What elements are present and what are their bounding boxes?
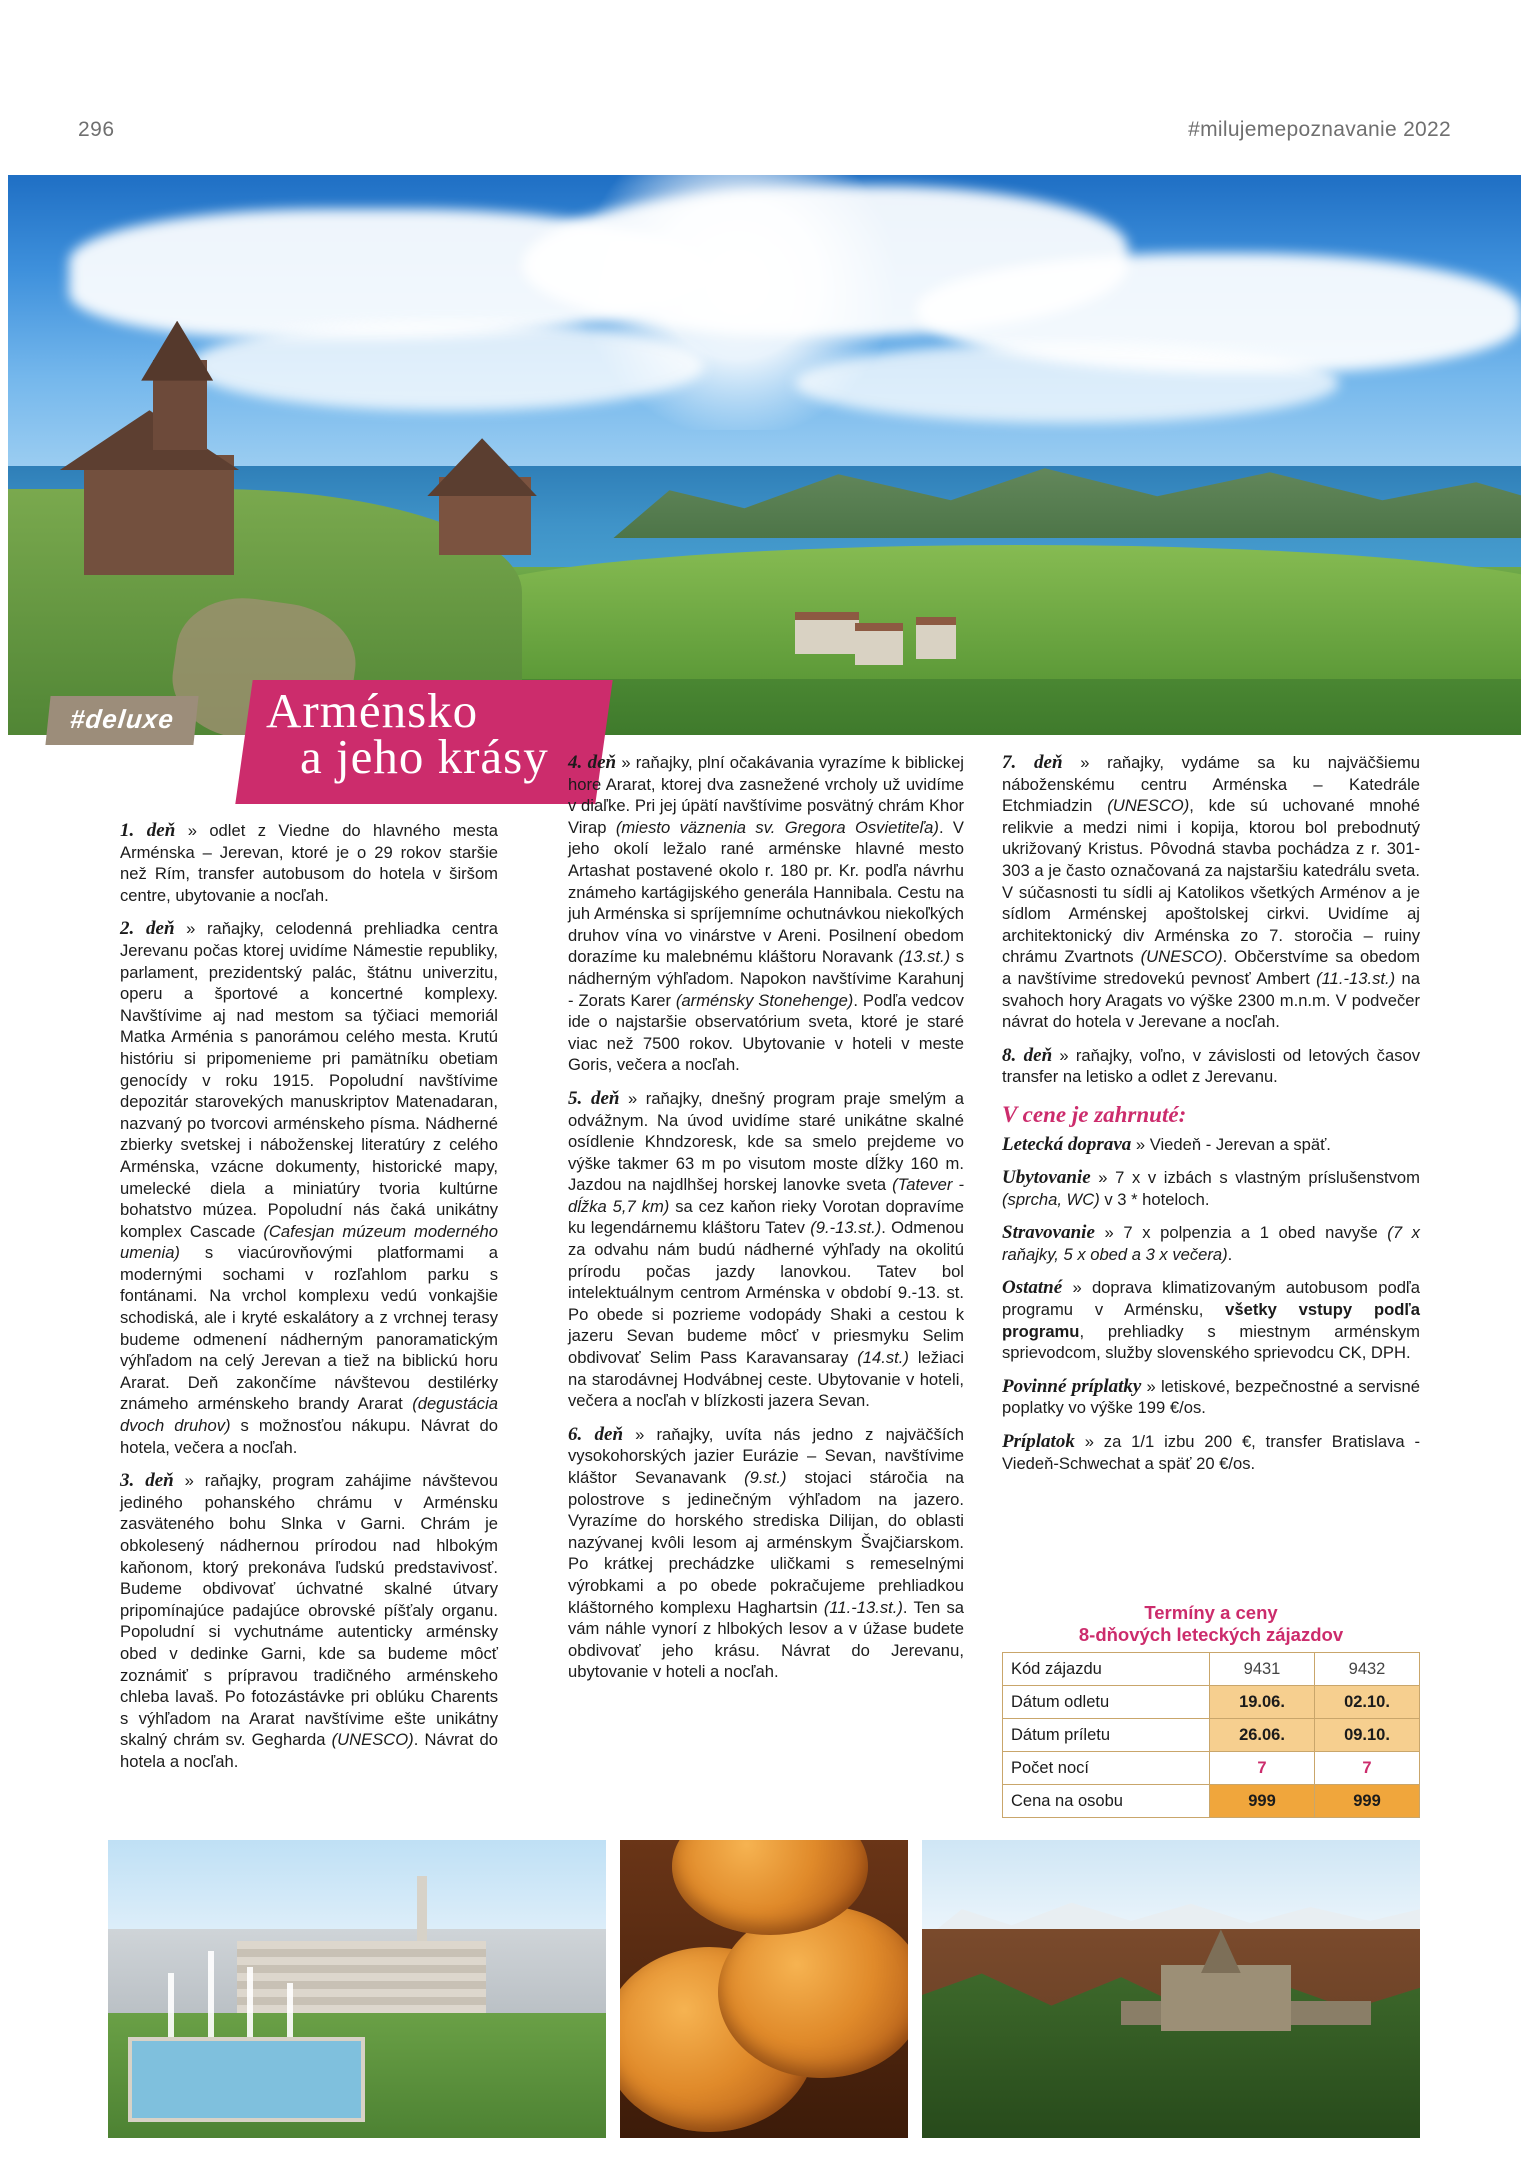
optional-surcharge [1002,1431,1420,1474]
row-label: Počet nocí [1003,1752,1210,1785]
photo-tatev-monastery [922,1840,1420,2138]
day-3-paragraph [120,1470,498,1772]
price-table [1002,1652,1420,1818]
table-row [1003,1785,1420,1818]
price-table-title [1002,1602,1420,1646]
row-value: 02.10. [1315,1686,1420,1719]
day-4-paragraph [568,752,964,1076]
included-other-text-2: , prehliadky s miestnym arménskym sprievodcom, služby slovenského sprievodcu CK, DPH. [1002,1321,1420,1363]
optional-surcharge-label: Príplatok [1002,1431,1075,1453]
included-other-bold: všetky vstupy podľa programu [1002,1300,1420,1341]
row-value: 26.06. [1210,1719,1315,1752]
row-label: Cena na osobu [1003,1785,1210,1818]
table-row [1003,1686,1420,1719]
itinerary-column-1 [120,820,498,1785]
day-4-text-2: . V jeho okolí ležalo rané arménske hlavné mesto Artashat postavené okolo r. 180 pr. Kr. podľa návrhu známeho kartágijského generála Hannibala. Cestu na juh Arménska si spríjemníme ochutnávkou niekoľkých druhov vína vo vinárstve v Areni. Posilnení obedom dorazíme ku malebnému kláštoru Noravank [568,817,964,967]
photo-water-jet [287,1983,293,2037]
included-accommodation-italic: (sprcha, WC) [1002,1189,1100,1209]
day-7-paragraph [1002,752,1420,1033]
day-8-text: » raňajky, voľno, v závislosti od letových časov transfer na letisko a odlet z Jerevanu. [1002,1045,1421,1087]
day-2-italic-2: (degustácia dvoch druhov) [120,1394,498,1436]
row-value: 999 [1210,1785,1315,1818]
day-5-text-3: . Odmenou za odvahu nám budú nádherné výhľady na okolitú prírodu počas jazdy lanovkou. Tatev bol intelektuálnym centrom Arménska v období 9.-13. st. Po obede si pozrieme vodopády Shaki a cestou k jazeru Sevan budeme môcť v priesmyku Selim obdivovať Selim Pass Karavansaray [568,1218,964,1368]
day-6-text-2: stojaci stáročia na polostrove s jedinečným výhľadom na jazero. Vyrazíme do horského strediska Dilijan, do oblasti nazývanej kvôli lesom aj arménskym Švajčiarskom. Po krátkej prechádzke uličkami s remeselnými výrobkami a po obede pokračujeme prehliadkou kláštorného komplexu Haghartsin [568,1468,964,1617]
day-7-text-2: , kde sú uchované mnohé relikvie a medzi nimi i kopija, ktorou bol prebodnutý ukrižovaný Kristus. Pôvodná stavba pochádza z r. 301-303 a je často označovaná za najstaršiu katedrálu sveta. V súčasnosti tu sídli aj Katolikos všetkých Arménov a je sídlom Arménskej apoštolskej cirkvi. Uvidíme aj architektonický div Arménska zo 7. storočia – ruiny chrámu Zvartnots [1002,796,1420,967]
day-4-text-3: s nádherným výhľadom. Napokon navštívime Karahunj - Zorats Karer [568,947,964,1010]
day-3-text: » raňajky, program zahájime návštevou jediného pohanského chrámu v Arménsku zasväteného bohu Slnka v Garni. Chrám je obkolesený nádhernou prírodou nad hlbokým kaňonom, ktorý prekonáva ľudskú predstavivosť. Budeme obdivovať úchvatné skalné útvary pripomínajúce padajúce obrovské píšťaly organu. Popoludní si vychutnáme autenticky arménsky obed v dedinke Garni, kde sa budeme môcť zoznámiť s prípravou tradičného arménskeho chleba lavaš. Po fotozástávke pri oblúku Charents s výhľadom na Ararat navštívime ešte unikátny skalný chrám sv. Gegharda [120,1471,498,1750]
title-block [48,683,568,808]
included-accommodation-label: Ubytovanie [1002,1167,1091,1189]
included-accommodation-text: » 7 x v izbách s vlastným príslušenstvom [1090,1168,1420,1188]
day-5-italic-2: (9.-13.st.) [810,1218,882,1238]
day-7-label: 7. deň [1002,752,1063,773]
title-line-2: a jeho krásy [300,729,549,784]
mandatory-surcharge [1002,1376,1420,1419]
mandatory-surcharge-text: » letiskové, bezpečnostné a servisné poplatky vo výške 199 €/os. [1002,1376,1420,1418]
deluxe-badge: #deluxe [45,696,198,745]
row-label: Dátum príletu [1003,1719,1210,1752]
mandatory-surcharge-label: Povinné príplatky [1002,1375,1142,1397]
itinerary-column-2 [568,752,964,1695]
day-1-paragraph [120,820,498,906]
row-label: Dátum odletu [1003,1686,1210,1719]
included-board-text: » 7 x polpenzia a 1 obed navyše [1094,1223,1388,1243]
page-header [0,118,1529,148]
included-transport-label: Letecká doprava [1002,1133,1132,1155]
included-transport [1002,1134,1420,1156]
photo-water-jet [247,1967,253,2037]
included-board-italic: (7 x raňajky, 5 x obed a 3 x večera) [1002,1223,1420,1264]
catalog-hashtag: #milujemepoznavanie 2022 [1188,118,1451,141]
row-value: 999 [1315,1785,1420,1818]
day-7-italic-1: (UNESCO) [1107,796,1190,816]
table-row [1003,1653,1420,1686]
day-2-paragraph [120,918,498,1458]
day-2-text: » raňajky, celodenná prehliadka centra Jerevanu počas ktorej uvidíme Námestie republiky, parlament, prezidentský palác, štátnu univerzitu, operu a športové a koncertné komplexy. Navštívime aj nad mestom sa týčiaci memoriál Matka Arménia s panorámou celého mesta. Krutú históriu si pripomenieme pri pamätníku obetiam genocídy v roku 1915. Popoludní navštívime depozitár starovekých manuskriptov Matenadaran, nazvaný po tvorcovi arménskeho písma. Nádherné zbierky svetskej i náboženskej literatúry z celého Arménska, vzácne dokumenty, historické mapy, umelecké diela a miniatúry tvoria kultúrne bohatstvo múzea. Popoludní nás čaká unikátny komplex Cascade [120,919,499,1241]
day-3-label: 3. deň [120,1470,174,1492]
day-4-italic-3: (arménsky Stonehenge) [675,990,854,1010]
cloud [190,321,704,411]
day-7-text-3: . Občerstvíme sa obedom a navštívime stredovekú pevnosť Ambert [1002,947,1420,988]
day-5-text-2: sa cez kaňon rieky Vorotan dopravíme ku legendárnemu kláštoru Tatev [568,1196,965,1238]
day-7-italic-3: (11.-13.st.) [1316,968,1396,988]
day-4-text-4: . Podľa vedcov ide o najstaršie observatórium sveta, ktoré je staré viac než 7500 rokov. Ubytovanie v hoteli v meste Goris, večera a nocľah. [568,990,964,1075]
green-hill [462,545,1521,679]
included-board-text-2: . [1227,1244,1233,1264]
included-other [1002,1277,1420,1363]
day-2-italic-1: (Cafesjan múzeum moderného umenia) [120,1221,498,1263]
day-3-italic-1: (UNESCO) [331,1730,414,1750]
included-other-text: » doprava klimatizovaným autobusom podľa programu v Arménsku, [1002,1278,1420,1320]
row-value: 19.06. [1210,1686,1315,1719]
optional-surcharge-text: » za 1/1 izbu 200 €, transfer Bratislava - Viedeň-Schwechat a späť 20 €/os. [1002,1432,1420,1473]
day-4-italic-2: (13.st.) [898,947,951,967]
day-6-italic-1: (9.st.) [744,1468,787,1487]
day-5-italic-3: (14.st.) [857,1348,909,1368]
day-2-text-2: s viacúrovňovými platformami a modernými sochami v rozľahlom parku s fontánami. Na vrchol komplexu vedú vonkajšie schodiská, ale i kryté eskalátory a z vrchnej terasy budeme odmenení nádherným panoramatickým výhľadom na celý Jerevan a tiež na biblickú horu Ararat. Deň zakončíme návštevou destilérky známeho arménskeho brandy Ararat [120,1243,498,1414]
day-5-italic-1: (Tatever - dĺžka 5,7 km) [568,1175,964,1216]
day-1-label: 1. deň [120,820,176,841]
photo-fountain-pool [128,2037,365,2122]
village-house [855,623,903,665]
day-5-label: 5. deň [568,1087,620,1109]
price-table-title-line-1: Termíny a ceny [1144,1602,1278,1623]
day-5-paragraph [568,1088,964,1412]
page-number: 296 [78,118,115,141]
day-6-text: » raňajky, uvíta nás jedno z najväčších vysokohorských jazier Eurázie – Sevan, navštívime kláštor Sevanavank [568,1424,964,1487]
village-house [795,612,859,654]
cloud [795,343,1340,423]
day-6-italic-2: (11.-13.st.) [823,1597,903,1617]
included-transport-text: » Viedeň - Jerevan a späť. [1131,1134,1331,1154]
row-value: 09.10. [1315,1719,1420,1752]
day-3-text-2: . Návrat do hotela a nocľah. [120,1730,498,1771]
day-4-text: » raňajky, plní očakávania vyrazíme k biblickej hore Ararat, ktorej dva zasnežené vrcholy už uvidíme v diaľke. Pri jej úpätí navštívime posvätný chrám Khor Virap [568,753,964,837]
day-6-label: 6. deň [568,1423,624,1445]
included-heading: V cene je zahrnuté: [1002,1101,1187,1127]
day-5-text: » raňajky, dnešný program praje smelým a odvážnym. Na úvod uvidíme staré unikátne skalné osídlenie Khndzoresk, kde sa smelo prejdeme vo výške takmer 63 m po visutom moste dĺžky 160 m. Jazdou na najdlhšej horskej lanovke sveta [568,1088,965,1195]
included-accommodation [1002,1167,1420,1210]
day-8-label: 8. deň [1002,1044,1053,1066]
row-value: 7 [1210,1752,1315,1785]
day-7-text: » raňajky, vydáme sa ku najväčšiemu náboženskému centru Arménska – Katedrále Etchmiadzin [1002,753,1421,816]
day-7-italic-2: (UNESCO) [1140,947,1223,967]
village-house [916,617,956,659]
table-row [1003,1752,1420,1785]
included-accommodation-text-2: v 3 * hoteloch. [1099,1189,1210,1209]
day-8-paragraph [1002,1045,1420,1088]
monastery-building [84,455,234,575]
day-1-text: » odlet z Viedne do hlavného mesta Arménska – Jerevan, ktoré je o 29 rokov staršie než Rím, transfer autobusom do hotela v širšom centre, ubytovanie a nocľah. [120,821,498,905]
photo-cascade-yerevan [108,1840,606,2138]
price-table-block [1002,1602,1420,1818]
day-7-text-4: na svahoch hory Aragats vo výške 2300 m.n.m. V podvečer návrat do hotela v Jerevane a nocľah. [1002,968,1420,1032]
photo-monastery-building [1161,1965,1291,2031]
itinerary-column-3 [1002,752,1420,1486]
day-2-text-3: s možnosťou nákupu. Návrat do hotela, večera a nocľah. [120,1416,498,1457]
row-value: 7 [1315,1752,1420,1785]
photo-armenian-bread [620,1840,908,2138]
included-board-label: Stravovanie [1002,1222,1095,1244]
day-4-label: 4. deň [568,752,617,773]
photo-water-jet [168,1973,174,2037]
day-4-italic-1: (miesto väznenia sv. Gregora Osvietiteľa) [615,817,939,837]
day-6-paragraph [568,1424,964,1683]
hero-panorama-sevan [8,175,1521,735]
row-label: Kód zájazdu [1003,1653,1210,1686]
price-table-title-line-2: 8-dňových leteckých zájazdov [1078,1624,1344,1645]
table-row [1003,1719,1420,1752]
row-value: 9431 [1210,1653,1315,1686]
included-other-label: Ostatné [1002,1277,1063,1299]
title-line-1: Arménsko [266,683,479,738]
photo-water-jet [208,1951,214,2037]
day-2-label: 2. deň [120,918,175,940]
day-5-text-4: ležiaci na starodávnej Hodvábnej ceste. Ubytovanie v hoteli, večera a nocľah v blízkosti jazera Sevan. [568,1348,964,1411]
day-6-text-3: . Ten sa vám náhle vynorí z hlbokých lesov a v úžase budete obdivovať jeho krásu. Návrat do Jerevanu, ubytovanie v hoteli a nocľah. [568,1597,965,1682]
row-value: 9432 [1315,1653,1420,1686]
included-board [1002,1222,1420,1265]
